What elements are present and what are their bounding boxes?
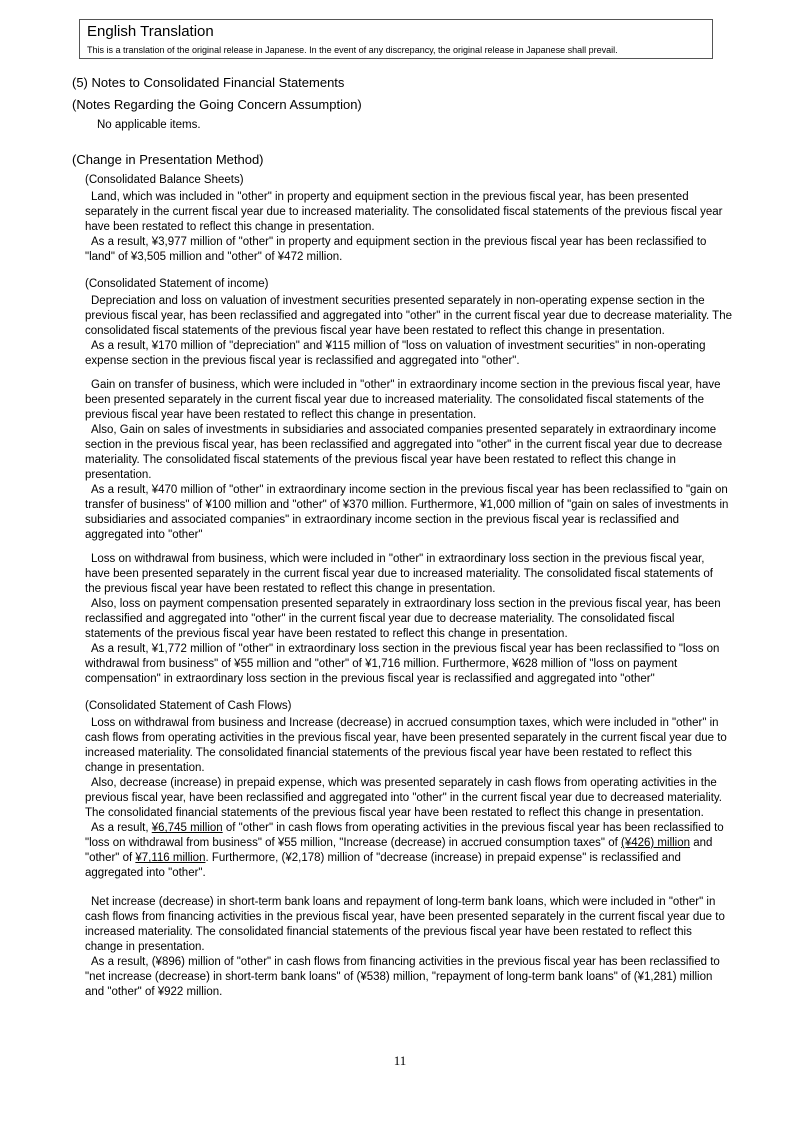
text: As a result, [91, 822, 152, 834]
paragraph: As a result, ¥170 million of "depreciation" and ¥115 million of "loss on valuation of investment securities" in non-operating expense section in the previous fiscal year is reclassified and aggregated into "other". [85, 340, 706, 367]
paragraph: As a result, ¥3,977 million of "other" in property and equipment section in the previous fiscal year has been reclassified to "land" of ¥3,505 million and "other" of ¥472 million. [85, 236, 707, 263]
paragraph: Also, loss on payment compensation presented separately in extraordinary loss section in the previous fiscal year, has been reclassified and aggregated into "other" in the current fiscal year due to decrease materiality. The consolidated fiscal statements of the previous fiscal year have been restated to reflect this change in presentation. [85, 598, 721, 640]
balance-sheets-section [72, 190, 732, 265]
banner-title: English Translation [87, 23, 214, 40]
going-concern-heading: (Notes Regarding the Going Concern Assumption) [72, 97, 362, 112]
spacer [72, 687, 732, 696]
banner-note: This is a translation of the original release in Japanese. In the event of any discrepancy, the original release in Japanese shall prevail. [87, 45, 618, 55]
paragraph: Gain on transfer of business, which were included in "other" in extraordinary income section in the previous fiscal year, have been presented separately in the current fiscal year due to increased materiality. The consolidated fiscal statements of the previous fiscal year have been restated to reflect this change in presentation. [85, 379, 721, 421]
paragraph: Land, which was included in "other" in property and equipment section in the previous fiscal year, has been presented separately in the current fiscal year due to increased materiality. The consolidated fiscal statements of the previous fiscal year have been restated to reflect this change in presentation. [85, 191, 723, 233]
paragraph: Depreciation and loss on valuation of investment securities presented separately in non-operating expense section in the previous fiscal year, has been reclassified and aggregated into "other" in the current fiscal year due to decrease materiality. The consolidated fiscal statements of the previous fiscal year have been restated to reflect this change in presentation. [85, 295, 732, 337]
spacer [85, 543, 732, 552]
underlined-amount: (¥426) million [621, 837, 691, 849]
paragraph: Loss on withdrawal from business and Increase (decrease) in accrued consumption taxes, which were included in "other" in cash flows from operating activities in the previous fiscal year, have been presented separately in the current fiscal year due to increased materiality. The consolidated financial statements of the previous fiscal year have been restated to reflect this change in presentation. [85, 717, 727, 774]
paragraph: Loss on withdrawal from business, which were included in "other" in extraordinary loss section in the previous fiscal year, have been presented separately in the current fiscal year due to increased materiality. The consolidated fiscal statements of the previous fiscal year have been restated to reflect this change in presentation. [85, 553, 713, 595]
translation-banner [79, 19, 713, 59]
paragraph-with-underlines [85, 821, 732, 881]
balance-sheets-heading: (Consolidated Balance Sheets) [85, 174, 244, 186]
paragraph: As a result, (¥896) million of "other" in cash flows from financing activities in the previous fiscal year has been reclassified to "net increase (decrease) in short-term bank loans" of (¥538) million, "repayment of long-term bank loans" of (¥1,281) million and "other" of ¥922 million. [85, 956, 720, 998]
spacer [72, 265, 732, 274]
underlined-amount: ¥6,745 million [151, 822, 223, 834]
text: and "other" of [85, 837, 713, 864]
paragraph: As a result, ¥1,772 million of "other" in extraordinary loss section in the previous fiscal year has been reclassified to "loss on withdrawal from business" of ¥55 million and "other" of ¥1,716 million. Furthermore, ¥628 million of "loss on payment compensation" in extraordinary loss section in the previous fiscal year is reclassified and aggregated into "other" [85, 643, 720, 685]
presentation-change-heading: (Change in Presentation Method) [72, 152, 264, 167]
paragraph: As a result, ¥470 million of "other" in extraordinary income section in the previous fiscal year has been reclassified to "gain on transfer of business" of ¥100 million and "other" of ¥370 million. Furthermore, ¥1,000 million of "gain on sales of investments in subsidiaries and associated companies" in extraordinary income section in the previous fiscal year is reclassified and aggregated into "other" [85, 484, 729, 541]
spacer [85, 881, 732, 895]
text: . Furthermore, (¥2,178) million of "decrease (increase) in prepaid expense" is reclassified and aggregated into "other". [85, 852, 681, 879]
cash-flows-section [72, 716, 732, 1000]
income-statement-section [72, 294, 732, 687]
going-concern-text: No applicable items. [97, 119, 201, 131]
notes-heading: (5) Notes to Consolidated Financial Statements [72, 75, 345, 90]
spacer [72, 133, 732, 150]
page-number: 11 [393, 1053, 407, 1068]
cash-flows-heading: (Consolidated Statement of Cash Flows) [85, 700, 292, 712]
notes-content [72, 73, 732, 1000]
paragraph: Also, Gain on sales of investments in subsidiaries and associated companies presented separately in extraordinary income section in the previous fiscal year, has been reclassified and aggregated into "other" in the current fiscal year due to decrease materiality. The consolidated fiscal statements of the previous fiscal year have been restated to reflect this change in presentation. [85, 424, 723, 481]
underlined-amount: ¥7,116 million [135, 852, 206, 864]
spacer [85, 369, 732, 378]
income-statement-heading: (Consolidated Statement of income) [85, 278, 269, 290]
text: of "other" in cash flows from operating activities in the previous fiscal year has been reclassified to "loss on withdrawal from business" of ¥55 million, "Increase (decrease) in accrued consumption taxes" of [85, 822, 724, 849]
paragraph: Also, decrease (increase) in prepaid expense, which was presented separately in cash flows from operating activities in the previous fiscal year, have been reclassified and aggregated into "other" in the current fiscal year due to decreased materiality. The consolidated financial statements of the previous fiscal year have been restated to reflect this change in presentation. [85, 777, 722, 819]
paragraph: Net increase (decrease) in short-term bank loans and repayment of long-term bank loans, which were included in "other" in cash flows from financing activities in the previous fiscal year, have been presented separately in the current fiscal year due to increased materiality. The consolidated financial statements of the previous fiscal year have been restated to reflect this change in presentation. [85, 896, 725, 953]
